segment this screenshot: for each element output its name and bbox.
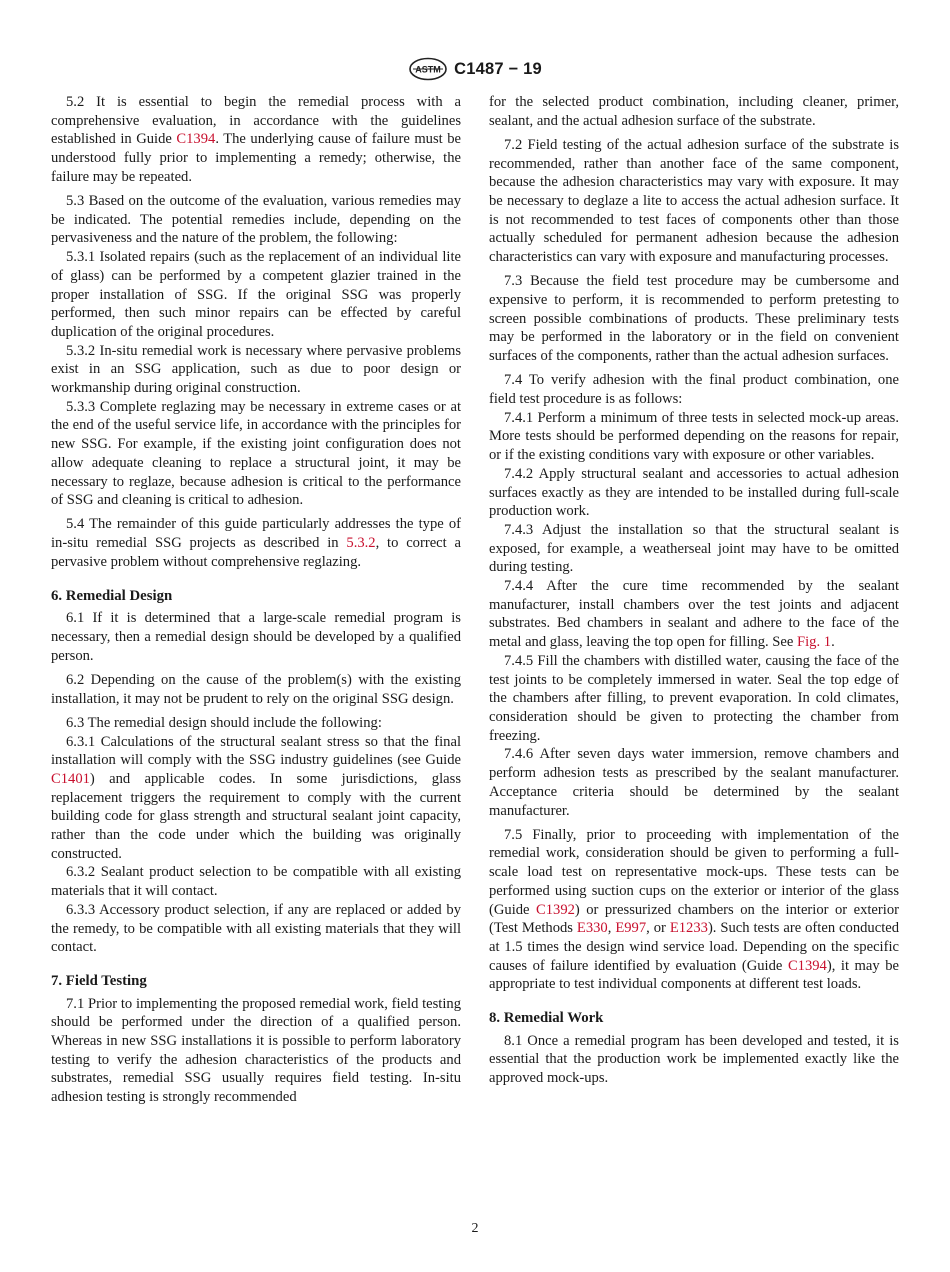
paragraph bbox=[51, 901, 461, 957]
paragraph-text: 7.4.2 Apply structural sealant and accessories to actual adhesion surfaces exactly as they are intended to be installed during full-scale production work. bbox=[489, 465, 899, 520]
page-number: 2 bbox=[471, 1221, 479, 1236]
paragraph bbox=[51, 714, 461, 733]
paragraph-text: 6.1 If it is determined that a large-scale remedial program is necessary, then a remedial design should be developed by a qualified person. bbox=[51, 610, 461, 664]
paragraph-text: 7.2 Field testing of the actual adhesion surface of the substrate is recommended, rather than another face of the same component, because the adhesion characteristics may vary with exposure. It may be necessary to deglaze a lite to access the actual adhesion surface. It is not recommended to test faces of components other than those actually scheduled for permanent adhesion because the adhesion characteristics can vary with exposure and manufacturing processes. bbox=[489, 136, 899, 266]
paragraph bbox=[51, 609, 461, 665]
paragraph bbox=[51, 863, 461, 900]
paragraph-text: 7.4.5 Fill the chambers with distilled water, causing the face of the test joints to be completely immersed in water. Seal the top edge of the chambers after filling, to prevent evaporation. In cold climates, consideration should be given to protecting the chamber from freezing. bbox=[489, 652, 899, 744]
reference-link[interactable]: Fig. 1 bbox=[797, 634, 832, 651]
paragraph-text: 7.4.1 Perform a minimum of three tests in selected mock-up areas. More tests should be performed depending on the reasons for repair, or if the existing conditions vary with exposure or other variables. bbox=[489, 409, 899, 464]
paragraph-text: 6.3 The remedial design should include the following: bbox=[66, 714, 382, 731]
reference-link[interactable]: C1392 bbox=[536, 901, 575, 918]
paragraph-text: , bbox=[607, 920, 616, 937]
paragraph bbox=[489, 136, 899, 267]
paragraph bbox=[51, 192, 461, 248]
paragraph bbox=[489, 272, 899, 366]
reference-link[interactable]: 5.3.2 bbox=[346, 535, 376, 552]
svg-text:ASTM: ASTM bbox=[415, 64, 441, 75]
paragraph bbox=[51, 995, 461, 1107]
paragraph-text: . The underlying cause of failure must be understood fully prior to implementing a remedy; otherwise, the failure may be repeated. bbox=[51, 131, 461, 185]
paragraph-text: 6.3.3 Accessory product selection, if any are replaced or added by the remedy, to be compatible with all existing materials that they will contact. bbox=[51, 901, 461, 956]
paragraph-text: 7.1 Prior to implementing the proposed remedial work, field testing should be performed under the direction of a qualified person. Whereas in new SSG installations it is possible to perform laboratory testing to verify the adhesion characteristics of the products and substrates, remedial SSG usually requires field testing. In-situ adhesion testing is strongly recommended bbox=[51, 995, 461, 1106]
reference-link[interactable]: C1394 bbox=[787, 957, 827, 974]
section-heading: 7. Field Testing bbox=[51, 972, 147, 989]
paragraph-text: 6.3.2 Sealant product selection to be compatible with all existing materials that it will contact. bbox=[51, 864, 461, 900]
paragraph bbox=[51, 733, 461, 864]
paragraph-text: , or bbox=[646, 920, 670, 937]
paragraph-text: . bbox=[831, 634, 835, 651]
paragraph-text: 5.3 Based on the outcome of the evaluation, various remedies may be indicated. The potential remedies include, depending on the pervasiveness and the nature of the problem, the following: bbox=[51, 193, 461, 247]
paragraph bbox=[51, 515, 461, 571]
paragraph bbox=[51, 248, 461, 342]
left-column bbox=[51, 93, 461, 1107]
paragraph bbox=[489, 409, 899, 465]
paragraph bbox=[489, 371, 899, 408]
standard-designation: C1487 − 19 bbox=[454, 59, 542, 78]
paragraph-text: , to correct a pervasive problem without comprehensive reglazing. bbox=[51, 535, 461, 570]
paragraph-text: 7.4 To verify adhesion with the final product combination, one field test procedure is as follows: bbox=[489, 372, 899, 408]
astm-logo-icon bbox=[408, 57, 448, 81]
paragraph bbox=[489, 652, 899, 746]
paragraph-text: 6.2 Depending on the cause of the problem(s) with the existing installation, it may not be prudent to rely on the original SSG design. bbox=[51, 671, 461, 707]
paragraph-text: for the selected product combination, including cleaner, primer, sealant, and the actual adhesion surface of the substrate. bbox=[489, 94, 899, 129]
right-column bbox=[489, 93, 899, 1088]
reference-link[interactable]: E330 bbox=[576, 920, 608, 937]
paragraph-text: 6.3.1 Calculations of the structural sealant stress so that the final installation will comply with the SSG industry guidelines (see Guide bbox=[51, 733, 461, 769]
paragraph bbox=[489, 93, 899, 130]
paragraph-text: 7.4.6 After seven days water immersion, remove chambers and perform adhesion tests as prescribed by the sealant manufacturer. Acceptance criteria should be determined by the sealant manufacturer. bbox=[489, 746, 899, 819]
paragraph-text: 7.4.3 Adjust the installation so that the structural sealant is exposed, for example, a weatherseal joint may have to be omitted during testing. bbox=[489, 521, 899, 576]
section-heading: 8. Remedial Work bbox=[489, 1010, 604, 1027]
page-header bbox=[0, 56, 950, 82]
paragraph-text: 5.3.3 Complete reglazing may be necessary in extreme cases or at the end of the useful service life, in accordance with the principles for new SSG. For example, if the existing joint configuration does not allow adequate cleaning to replace a structural joint, it may be necessary to reglaze, because adhesion is critical to the performance of SSG and cleaning is critical to adhesion. bbox=[51, 398, 461, 509]
paragraph bbox=[489, 826, 899, 994]
paragraph-text: ), it may be appropriate to test individual components at different test loads. bbox=[489, 957, 899, 993]
paragraph-text: ) or pressurized chambers on the interior or exterior (Test Methods bbox=[489, 901, 899, 937]
paragraph bbox=[51, 93, 461, 187]
reference-link[interactable]: E1233 bbox=[669, 920, 708, 937]
paragraph bbox=[51, 671, 461, 708]
paragraph bbox=[489, 745, 899, 820]
reference-link[interactable]: E997 bbox=[615, 920, 647, 937]
paragraph bbox=[489, 521, 899, 577]
paragraph-text: ) and applicable codes. In some jurisdictions, glass replacement triggers the requirement to comply with the current building code for glass strength and structural sealant joint capacity, rather than the code under which the building was originally constructed. bbox=[51, 770, 461, 862]
section-heading: 6. Remedial Design bbox=[51, 587, 173, 604]
paragraph-text: 8.1 Once a remedial program has been developed and tested, it is essential that the production work be implemented exactly like the approved mock-ups. bbox=[489, 1032, 899, 1087]
paragraph-text: 7.5 Finally, prior to proceeding with implementation of the remedial work, consideration should be given to performing a full-scale load test on representative mock-ups. These tests can be performed using suction cups on the exterior or interior of the glass (Guide bbox=[489, 826, 899, 918]
paragraph-text: ). Such tests are often conducted at 1.5 times the design wind service load. Depending on the specific causes of failure identified by evaluation (Guide bbox=[489, 920, 900, 974]
paragraph-text: 5.3.2 In-situ remedial work is necessary where pervasive problems exist in an SSG application, such as due to poor design or workmanship during original construction. bbox=[51, 342, 461, 397]
paragraph bbox=[51, 398, 461, 510]
paragraph bbox=[489, 577, 899, 652]
reference-link[interactable]: C1401 bbox=[51, 770, 90, 787]
paragraph bbox=[51, 342, 461, 398]
paragraph bbox=[489, 1032, 899, 1088]
paragraph bbox=[489, 465, 899, 521]
paragraph-text: 5.4 The remainder of this guide particularly addresses the type of in-situ remedial SSG projects as described in bbox=[51, 516, 461, 552]
paragraph-text: 5.2 It is essential to begin the remedial process with a comprehensive evaluation, in accordance with the guidelines established in Guide bbox=[51, 94, 461, 148]
paragraph-text: 5.3.1 Isolated repairs (such as the replacement of an individual lite of glass) can be performed by a competent glazier trained in the proper installation of SSG. If the original SSG was properly performed, then such minor repairs can be effected by careful duplication of the original procedures. bbox=[51, 249, 461, 340]
paragraph-text: 7.3 Because the field test procedure may be cumbersome and expensive to perform, it is recommended to perform pretesting to screen possible combinations of products. These preliminary tests may be performed in the laboratory or in the field on convenient surfaces of the components, rather than the actual adhesion surfaces. bbox=[489, 273, 899, 365]
reference-link[interactable]: C1394 bbox=[176, 131, 216, 148]
paragraph-text: 7.4.4 After the cure time recommended by the sealant manufacturer, install chambers over the test joints and adjacent substrates. Bed chambers in sealant and adhere to the face of the metal and glass, leaving the top open for filling. See bbox=[489, 578, 899, 651]
